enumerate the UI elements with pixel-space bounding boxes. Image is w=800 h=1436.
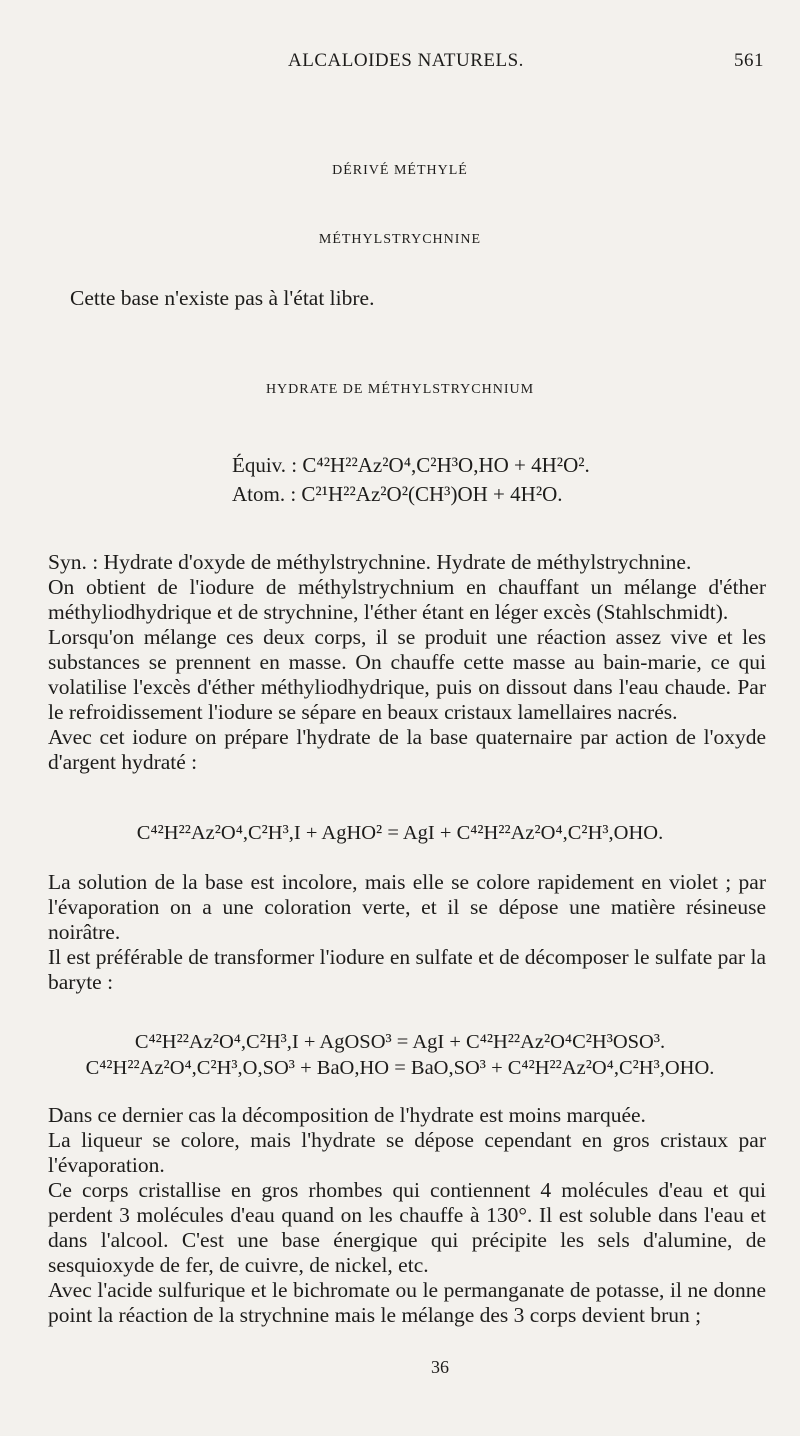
paragraphs-block-2 bbox=[48, 870, 766, 995]
hydrate-title: HYDRATE DE MÉTHYLSTRYCHNIUM bbox=[265, 382, 535, 397]
paragraph-base bbox=[48, 286, 766, 311]
paragraph: Lorsqu'on mélange ces deux corps, il se produit une réaction assez vive et les substances se prennent en masse. On chauffe cette masse au bain-marie, ce qui volatilise l'excès d'éther méthyliodhydrique, puis on dissout dans l'eau chaude. Par le refroidissement l'iodure se sépare en beaux cristaux lamellaires nacrés. bbox=[48, 625, 766, 724]
subsection-title: MÉTHYLSTRYCHNINE bbox=[318, 232, 482, 247]
header-title: ALCALOIDES NATURELS. bbox=[288, 50, 524, 71]
paragraph: Il est préférable de transformer l'iodure en sulfate et de décomposer le sulfate par la baryte : bbox=[48, 945, 766, 994]
paragraph: On obtient de l'iodure de méthylstrychnium en chauffant un mélange d'éther méthyliodhydrique et de strychnine, l'éther étant en léger excès (Stahlschmidt). bbox=[48, 575, 766, 624]
paragraph: Ce corps cristallise en gros rhombes qui contiennent 4 molécules d'eau et qui perdent 3 molécules d'eau quand on les chauffe à 130°. Il est soluble dans l'eau et dans l'alcool. C'est une base énergique qui précipite les sels d'alumine, de sesquioxyde de fer, de cuivre, de nickel, etc. bbox=[48, 1178, 766, 1277]
paragraphs-block-1 bbox=[48, 550, 766, 775]
running-header bbox=[48, 50, 764, 80]
paragraphs-block-3 bbox=[48, 1103, 766, 1328]
section-title: DÉRIVÉ MÉTHYLÉ bbox=[332, 163, 468, 178]
formula-atom: Atom. : C²¹H²²Az²O²(CH³)OH + 4H²O. bbox=[232, 482, 563, 506]
formula-equiv: Équiv. : C⁴²H²²Az²O⁴,C²H³O,HO + 4H²O². bbox=[232, 453, 590, 477]
paragraph: Avec cet iodure on prépare l'hydrate de la base quaternaire par action de l'oxyde d'argent hydraté : bbox=[48, 725, 766, 774]
paragraph: Dans ce dernier cas la décomposition de l'hydrate est moins marquée. bbox=[48, 1103, 646, 1127]
paragraph: Syn. : Hydrate d'oxyde de méthylstrychnine. Hydrate de méthylstrychnine. bbox=[48, 550, 692, 574]
page-number: 561 bbox=[734, 50, 764, 71]
reaction-2: C⁴²H²²Az²O⁴,C²H³,I + AgOSO³ = AgI + C⁴²H²²Az²O⁴C²H³OSO³. bbox=[134, 1031, 666, 1053]
reaction-3: C⁴²H²²Az²O⁴,C²H³,O,SO³ + BaO,HO = BaO,SO³ + C⁴²H²²Az²O⁴,C²H³,OHO. bbox=[85, 1057, 715, 1079]
paragraph: Avec l'acide sulfurique et le bichromate ou le permanganate de potasse, il ne donne point la réaction de la strychnine mais le mélange des 3 corps devient brun ; bbox=[48, 1278, 766, 1327]
reaction-1: C⁴²H²²Az²O⁴,C²H³,I + AgHO² = AgI + C⁴²H²²Az²O⁴,C²H³,OHO. bbox=[136, 822, 664, 844]
paragraph: Cette base n'existe pas à l'état libre. bbox=[70, 286, 375, 310]
paragraph: La solution de la base est incolore, mais elle se colore rapidement en violet ; par l'évaporation on a une coloration verte, et il se dépose une matière résineuse noirâtre. bbox=[48, 870, 766, 944]
signature-mark: 36 bbox=[431, 1357, 449, 1377]
paragraph: La liqueur se colore, mais l'hydrate se dépose cependant en gros cristaux par l'évaporation. bbox=[48, 1128, 766, 1177]
